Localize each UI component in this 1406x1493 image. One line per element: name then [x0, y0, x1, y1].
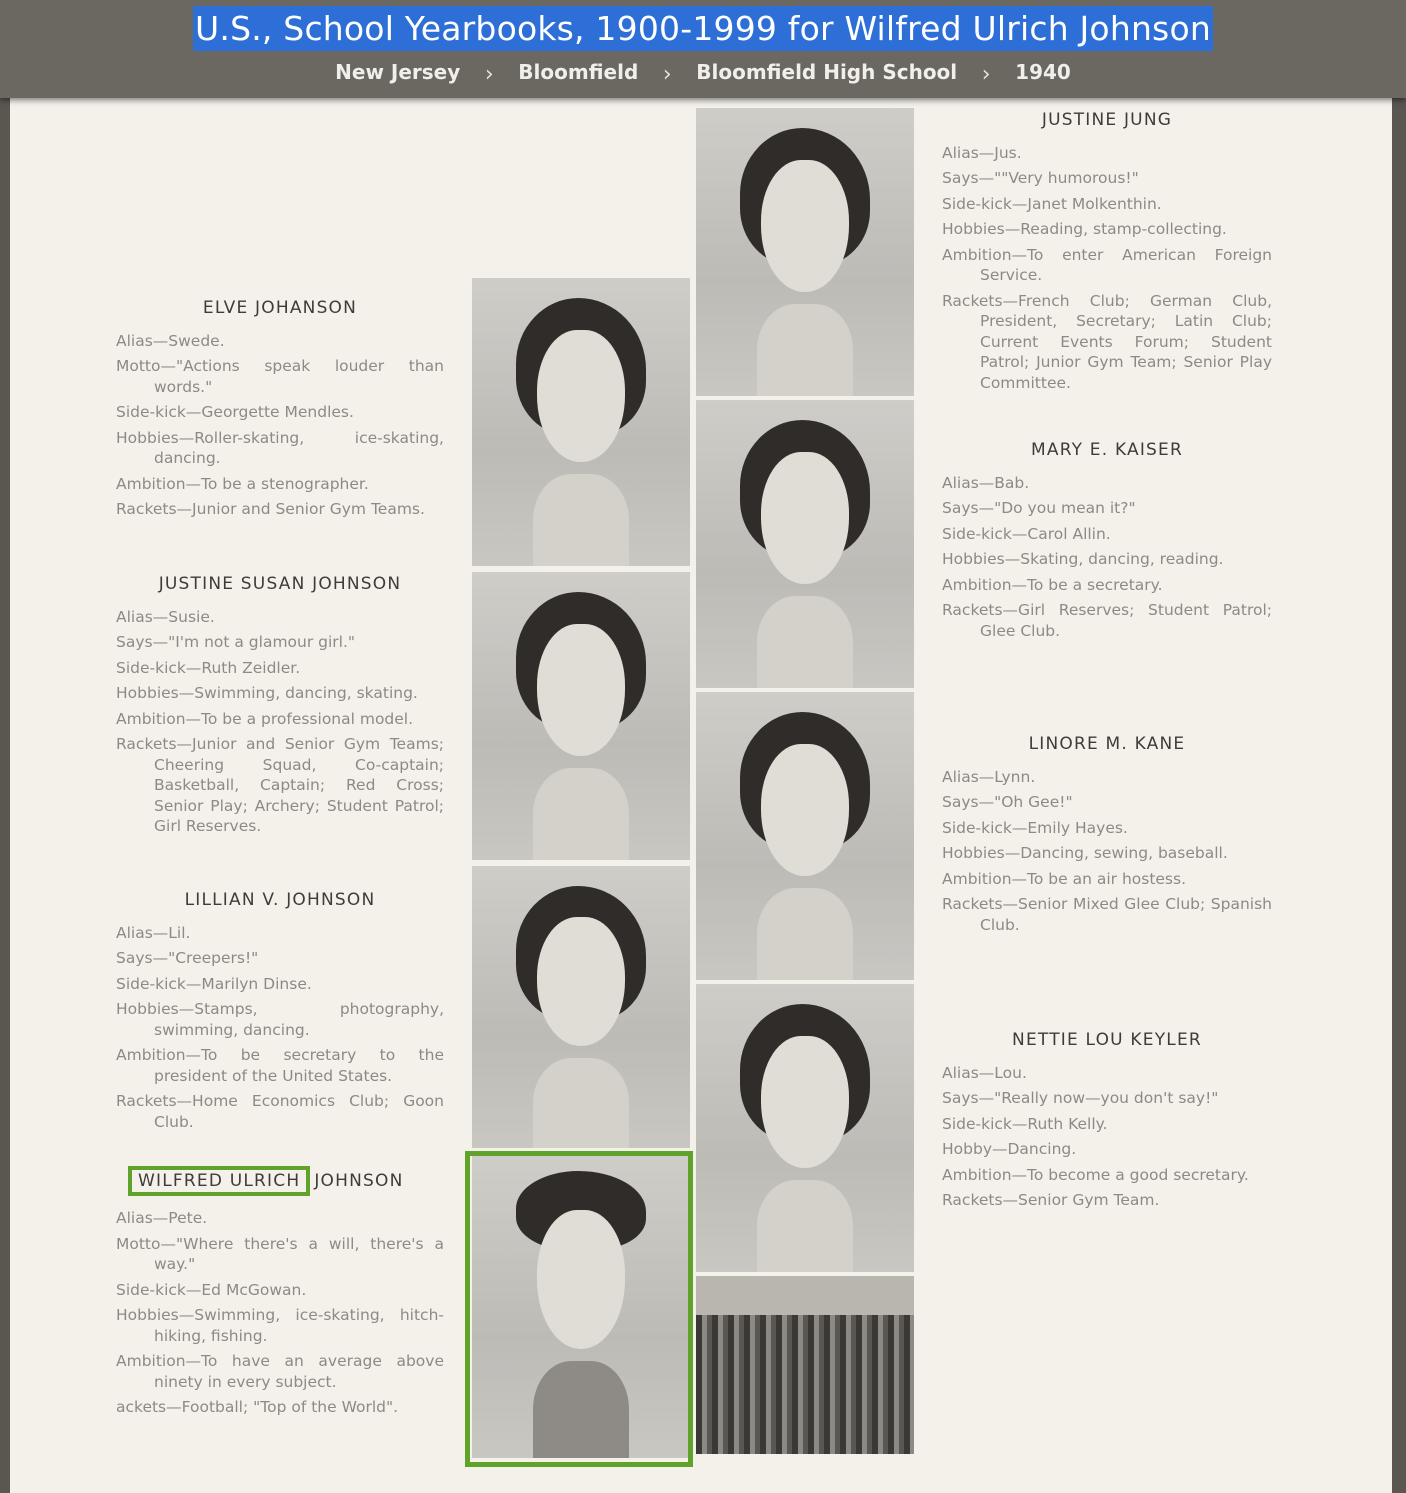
breadcrumb-state[interactable]: New Jersey — [335, 60, 461, 84]
portrait-photo — [472, 866, 690, 1148]
entry-line: Alias—Jus. — [942, 143, 1022, 162]
entry-line: Alias—Pete. — [116, 1209, 208, 1227]
entry-line: Says—"Really now—you don't say!" — [942, 1089, 1219, 1107]
student-entry — [942, 110, 1272, 398]
entry-line: Ambition—To become a good secretary. — [942, 1165, 1249, 1184]
student-name: NETTIE LOU KEYLER — [1012, 1030, 1202, 1050]
entry-line: Motto—"Actions speak louder than words." — [116, 357, 444, 396]
portrait-photo — [696, 400, 914, 688]
breadcrumb-separator-icon: › — [484, 62, 494, 87]
entry-line: Rackets—Senior Gym Team. — [942, 1191, 1160, 1209]
entry-line: Rackets—Junior and Senior Gym Teams; Cheering Squad, Co-captain; Basketball, Captain; Red Cross; Senior Play; Archery; Student Patrol; Girl Reserves. — [116, 735, 444, 835]
breadcrumb-year[interactable]: 1940 — [1015, 60, 1071, 84]
student-name: LILLIAN V. JOHNSON — [184, 890, 376, 910]
student-name: JUSTINE JUNG — [1041, 110, 1173, 130]
breadcrumb-city[interactable]: Bloomfield — [518, 60, 639, 84]
entry-line: Ambition—To be an air hostess. — [942, 869, 1187, 888]
entry-line: Alias—Lynn. — [942, 767, 1036, 786]
entry-line: Hobbies—Swimming, ice-skating, hitch-hiking, fishing. — [116, 1306, 444, 1345]
entry-line: Ambition—To be a secretary. — [942, 575, 1163, 594]
entry-line: Side-kick—Emily Hayes. — [942, 818, 1128, 837]
student-name: ELVE JOHANSON — [202, 298, 358, 318]
student-name-rest: JOHNSON — [314, 1171, 404, 1191]
student-entry — [942, 1030, 1272, 1216]
portrait-photo — [696, 984, 914, 1272]
entry-line: Alias—Susie. — [116, 607, 215, 626]
entry-line: Hobbies—Skating, dancing, reading. — [942, 550, 1224, 568]
entry-line: Side-kick—Ed McGowan. — [116, 1280, 307, 1299]
entry-line: Ambition—To be a professional model. — [116, 709, 414, 728]
entry-line: Says—""Very humorous!" — [942, 169, 1139, 187]
entry-line: Alias—Bab. — [942, 473, 1030, 492]
entry-line: Hobby—Dancing. — [942, 1140, 1077, 1158]
entry-line: Ambition—To be a stenographer. — [116, 474, 369, 493]
yearbook-page-image[interactable] — [10, 98, 1392, 1493]
entry-line: Says—"Do you mean it?" — [942, 499, 1136, 517]
entry-line: Hobbies—Stamps, photography, swimming, dancing. — [116, 1000, 444, 1039]
entry-line: Hobbies—Swimming, dancing, skating. — [116, 684, 418, 702]
entry-line: Says—"Oh Gee!" — [942, 793, 1073, 811]
entry-line: Rackets—Senior Mixed Glee Club; Spanish Club. — [942, 895, 1272, 934]
entry-line: Alias—Lou. — [942, 1063, 1027, 1082]
portrait-photo — [472, 572, 690, 860]
entry-line: Side-kick—Ruth Kelly. — [942, 1114, 1108, 1133]
entry-line: Rackets—Home Economics Club; Goon Club. — [116, 1092, 444, 1131]
entry-line: Rackets—Girl Reserves; Student Patrol; Glee Club. — [942, 601, 1272, 640]
breadcrumb-separator-icon: › — [662, 62, 672, 87]
entry-line: Side-kick—Ruth Zeidler. — [116, 658, 301, 677]
entry-line: Ambition—To have an average above ninety in every subject. — [116, 1352, 444, 1391]
breadcrumb — [0, 58, 1406, 87]
student-entry — [942, 734, 1272, 940]
student-name: MARY E. KAISER — [1031, 440, 1183, 460]
portrait-photo — [696, 108, 914, 396]
entry-line: Hobbies—Reading, stamp-collecting. — [942, 220, 1227, 238]
entry-line: Alias—Swede. — [116, 331, 225, 350]
student-name: LINORE M. KANE — [1028, 734, 1186, 754]
entry-line: Alias—Lil. — [116, 923, 191, 942]
entry-line: Side-kick—Janet Molkenthin. — [942, 194, 1162, 213]
student-entry — [942, 440, 1272, 646]
crowd-photo — [696, 1276, 914, 1454]
entry-line: Hobbies—Roller-skating, ice-skating, dancing. — [116, 428, 444, 467]
student-entry — [116, 298, 444, 525]
record-title[interactable]: U.S., School Yearbooks, 1900-1999 for Wilfred Ulrich Johnson — [193, 6, 1213, 51]
student-entry — [116, 574, 444, 842]
student-entry — [116, 890, 444, 1137]
entry-line: Side-kick—Georgette Mendles. — [116, 403, 354, 421]
photo-highlight-box[interactable] — [465, 1151, 693, 1467]
portrait-photo — [696, 692, 914, 980]
breadcrumb-school[interactable]: Bloomfield High School — [696, 60, 958, 84]
entry-line: Hobbies—Dancing, sewing, baseball. — [942, 844, 1228, 862]
entry-line: Says—"I'm not a glamour girl." — [116, 633, 356, 651]
entry-line: Ambition—To be secretary to the president of the United States. — [116, 1046, 444, 1085]
entry-line: Rackets—French Club; German Club, President, Secretary; Latin Club; Current Events Forum; Student Patrol; Junior Gym Team; Senior Play Committee. — [942, 291, 1272, 392]
entry-line: Side-kick—Carol Allin. — [942, 524, 1111, 543]
record-header — [0, 0, 1406, 98]
portrait-photo — [472, 278, 690, 566]
student-name — [128, 1166, 444, 1196]
student-entry-highlighted — [116, 1166, 444, 1423]
entry-line: ackets—Football; "Top of the World". — [116, 1398, 399, 1416]
entry-line: Rackets—Junior and Senior Gym Teams. — [116, 500, 425, 518]
student-name: JUSTINE SUSAN JOHNSON — [158, 574, 402, 594]
entry-line: Says—"Creepers!" — [116, 949, 259, 967]
breadcrumb-separator-icon: › — [981, 62, 991, 87]
entry-line: Ambition—To enter American Foreign Service. — [942, 245, 1272, 284]
name-highlight-box[interactable]: WILFRED ULRICH — [128, 1166, 310, 1196]
entry-line: Side-kick—Marilyn Dinse. — [116, 974, 312, 993]
entry-line: Motto—"Where there's a will, there's a way." — [116, 1234, 444, 1273]
record-title-wrap — [0, 6, 1406, 51]
